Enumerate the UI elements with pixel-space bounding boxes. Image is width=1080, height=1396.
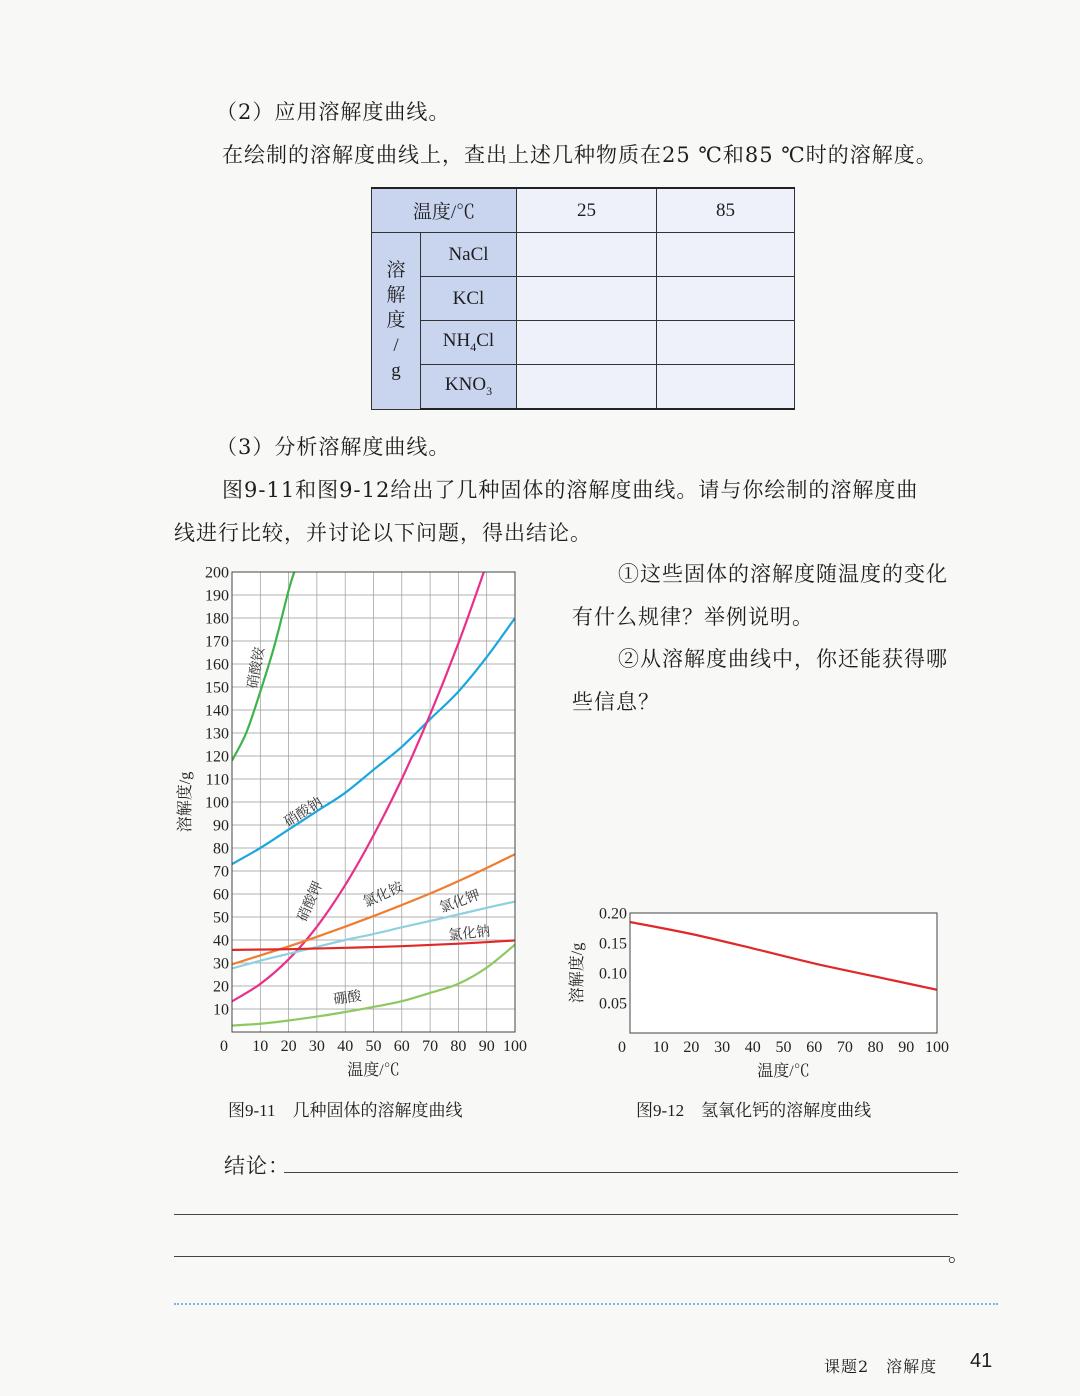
substance-nh4cl	[421, 321, 517, 365]
y-tick-label: 180	[205, 610, 229, 628]
x-tick-label: 0	[618, 1039, 626, 1056]
figure-9-11-caption: 图9-11 几种固体的溶解度曲线	[228, 1101, 463, 1120]
blank-cell[interactable]	[517, 365, 657, 410]
blank-cell[interactable]	[517, 277, 657, 321]
substance-nacl: NaCl	[421, 233, 517, 277]
blank-cell[interactable]	[657, 233, 795, 277]
vertical-char: 解	[386, 285, 406, 307]
y-tick-label: 100	[205, 794, 229, 812]
running-title: 课题2 溶解度	[824, 1357, 938, 1376]
formula-subscript: 4	[470, 339, 477, 354]
y-tick-label: 170	[205, 633, 229, 651]
conclusion-answer-line[interactable]	[284, 1172, 958, 1173]
question-2-line2: 些信息？	[572, 690, 660, 714]
conclusion-answer-line[interactable]	[174, 1256, 950, 1257]
y-tick-label: 90	[213, 817, 229, 835]
table-row	[372, 321, 795, 365]
section-3-intro-line1: 图9-11和图9-12给出了几种固体的溶解度曲线。请与你绘制的溶解度曲	[222, 478, 919, 502]
y-tick-label: 160	[205, 656, 229, 674]
x-tick-label: 80	[867, 1039, 884, 1056]
y-tick-label: 10	[213, 1001, 229, 1019]
x-tick-label: 70	[836, 1039, 853, 1056]
series-label: 氯化钠	[447, 924, 492, 944]
blank-cell[interactable]	[657, 277, 795, 321]
formula-main: KNO	[444, 374, 487, 396]
section-3-intro-line2: 线进行比较，并讨论以下问题，得出结论。	[174, 521, 592, 545]
x-tick-label: 60	[393, 1038, 410, 1055]
y-axis-title: 溶解度/g	[177, 771, 194, 833]
y-tick-label: 150	[205, 679, 229, 697]
x-tick-label: 60	[806, 1039, 823, 1056]
question-1-line1: ①这些固体的溶解度随温度的变化	[618, 562, 948, 586]
solubility-row-group-label	[372, 233, 421, 410]
x-tick-label: 10	[252, 1038, 269, 1055]
y-tick-label: 130	[205, 725, 229, 743]
y-tick-label: 0.05	[599, 995, 627, 1013]
y-axis-title: 溶解度/g	[569, 942, 586, 1004]
series-label: 氯化铵	[361, 880, 406, 911]
y-tick-label: 0.10	[599, 965, 627, 983]
blank-cell[interactable]	[657, 365, 795, 410]
blank-cell[interactable]	[517, 321, 657, 365]
calcium-hydroxide-chart	[560, 900, 980, 1085]
figure-9-12-caption: 图9-12 氢氧化钙的溶解度曲线	[636, 1101, 872, 1120]
table-row	[372, 277, 795, 321]
series-label: 硼酸	[332, 989, 363, 1009]
x-tick-label: 30	[714, 1039, 731, 1056]
y-tick-label: 80	[213, 840, 229, 858]
x-tick-label: 20	[683, 1039, 700, 1056]
conclusion-end-mark: 。	[948, 1242, 970, 1266]
x-axis-title: 温度/℃	[347, 1062, 400, 1079]
solubility-table	[371, 187, 795, 410]
formula-subscript: 3	[486, 383, 493, 398]
series-label: 硝酸铵	[245, 646, 268, 690]
x-tick-label: 50	[365, 1038, 382, 1055]
substance-kno3	[421, 365, 517, 410]
vertical-char: 溶	[386, 260, 406, 282]
x-tick-label: 10	[652, 1039, 669, 1056]
dotted-divider	[174, 1303, 998, 1305]
solubility-curves-chart	[160, 555, 560, 1085]
y-tick-label: 120	[205, 748, 229, 766]
x-axis-title: 温度/℃	[757, 1063, 810, 1080]
table-row	[372, 365, 795, 410]
conclusion-label: 结论：	[224, 1154, 290, 1178]
y-tick-label: 190	[205, 587, 229, 605]
x-tick-label: 90	[478, 1038, 495, 1055]
formula-main: NH	[442, 330, 471, 352]
blank-cell[interactable]	[657, 321, 795, 365]
x-tick-label: 100	[503, 1038, 527, 1055]
x-tick-label: 100	[925, 1039, 949, 1056]
x-tick-label: 20	[280, 1038, 297, 1055]
x-tick-label: 40	[337, 1038, 354, 1055]
vertical-char: /	[393, 335, 399, 357]
y-tick-label: 30	[213, 955, 229, 973]
temperature-header: 温度/℃	[372, 188, 517, 233]
x-tick-label: 80	[450, 1038, 467, 1055]
y-tick-label: 40	[213, 932, 229, 950]
y-tick-label: 110	[205, 771, 229, 789]
x-tick-label: 90	[898, 1039, 915, 1056]
y-tick-label: 50	[213, 909, 229, 927]
section-2-heading: （2）应用溶解度曲线。	[216, 100, 451, 124]
blank-cell[interactable]	[517, 233, 657, 277]
formula-tail: Cl	[476, 330, 495, 352]
temp-25-header: 25	[517, 188, 657, 233]
y-tick-label: 140	[205, 702, 229, 720]
x-tick-label: 50	[775, 1039, 792, 1056]
conclusion-answer-line[interactable]	[174, 1214, 958, 1215]
substance-kcl: KCl	[421, 277, 517, 321]
y-tick-label: 0.15	[599, 935, 627, 953]
question-1-line2: 有什么规律？举例说明。	[572, 605, 814, 629]
series-label: 氯化钾	[437, 887, 483, 917]
table-row	[372, 233, 795, 277]
x-tick-label: 30	[308, 1038, 325, 1055]
temp-85-header: 85	[657, 188, 795, 233]
series-label: 硝酸钠	[281, 795, 326, 831]
x-tick-label: 40	[744, 1039, 761, 1056]
question-2-line1: ②从溶解度曲线中，你还能获得哪	[618, 647, 948, 671]
y-tick-label: 0.20	[599, 905, 627, 923]
section-2-instruction: 在绘制的溶解度曲线上，查出上述几种物质在25 ℃和85 ℃时的溶解度。	[222, 143, 938, 167]
vertical-char: g	[391, 360, 401, 382]
y-tick-label: 20	[213, 978, 229, 996]
x-tick-label: 0	[220, 1038, 228, 1055]
y-tick-label: 70	[213, 863, 229, 881]
vertical-char: 度	[386, 310, 406, 332]
x-tick-label: 70	[422, 1038, 439, 1055]
series-label: 硝酸钾	[295, 879, 327, 925]
section-3-heading: （3）分析溶解度曲线。	[216, 435, 451, 459]
y-tick-label: 200	[205, 564, 229, 582]
page-number: 41	[970, 1350, 993, 1372]
y-tick-label: 60	[213, 886, 229, 904]
table-header-row	[372, 188, 795, 233]
